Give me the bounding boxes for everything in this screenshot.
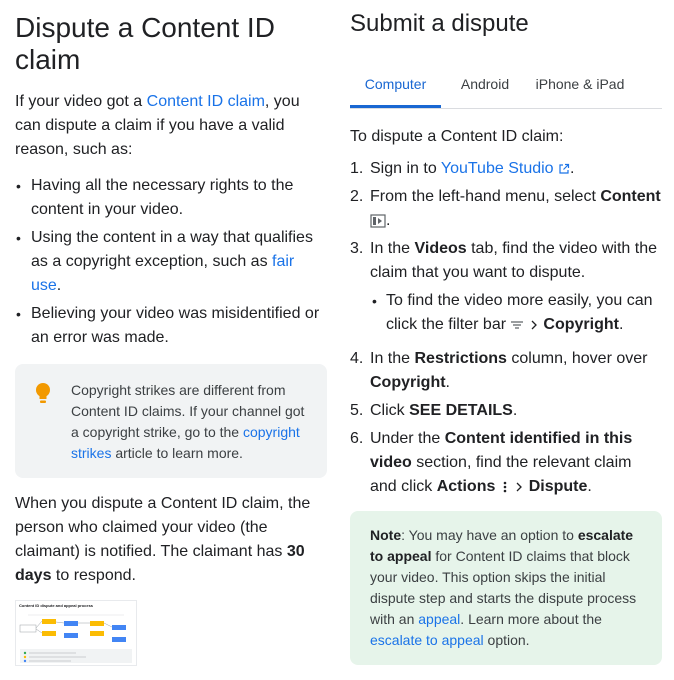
dispute-process-diagram[interactable]: [15, 600, 137, 666]
step-item: 2. From the left-hand menu, select Content .: [350, 188, 661, 229]
content-id-claim-link[interactable]: Content ID claim: [146, 93, 265, 110]
step-item: 5. Click SEE DETAILS.: [350, 402, 518, 419]
appeal-link[interactable]: appeal: [418, 611, 461, 627]
list-item: • To find the video more easily, you can click the filter bar Copyright.: [370, 289, 662, 337]
external-link-icon: [558, 163, 570, 175]
step-item: 6. Under the Content identified in this video section, find the relevant claim and click Actions Dispute.: [350, 430, 633, 495]
list-item: • Having all the necessary rights to the content in your video.: [15, 174, 327, 222]
content-icon: [370, 214, 386, 228]
step-item: 1. Sign in to YouTube Studio .: [350, 160, 575, 177]
escalate-note: Note: You may have an option to escalate to appeal for Content ID claims that block your video. This option skips the initial dispute step and starts the dispute process with an appeal. Learn more about the escalate to appeal option.: [350, 511, 662, 665]
step-3-sublist: [370, 289, 662, 337]
more-vert-icon: [500, 480, 510, 494]
tab-computer[interactable]: Computer: [350, 64, 441, 108]
steps-lead: To dispute a Content ID claim:: [350, 128, 564, 145]
dispute-steps: [350, 157, 662, 499]
step-item: 3. In the Videos tab, find the video with the claim that you want to dispute. • To find the video more easily, you can click the filter bar Copyright.: [350, 237, 662, 337]
list-item: • Using the content in a way that qualifies as a copyright exception, such as fair use.: [15, 226, 327, 298]
chevron-right-icon: [529, 319, 539, 331]
page-title: Dispute a Content ID claim: [15, 12, 275, 75]
diagram-flowchart-graphic: [16, 601, 136, 665]
reasons-list: [15, 174, 327, 350]
diagram-title: Content ID dispute and appeal process: [19, 603, 94, 608]
section-title: Submit a dispute: [350, 10, 529, 37]
escalate-to-appeal-link[interactable]: escalate to appeal: [370, 632, 484, 648]
lightbulb-icon: [35, 383, 51, 405]
outro-paragraph: When you dispute a Content ID claim, the person who claimed your video (the claimant) is notified. The claimant has 30 days to respond.: [15, 495, 311, 584]
fair-use-link[interactable]: fair use: [31, 253, 295, 294]
youtube-studio-link[interactable]: YouTube Studio: [440, 160, 554, 177]
intro-paragraph: If your video got a Content ID claim, you can dispute a claim if you have a valid reason, such as:: [15, 93, 300, 158]
tab-android[interactable]: Android: [460, 76, 510, 92]
chevron-right-icon: [514, 481, 524, 493]
left-column: [15, 12, 327, 666]
platform-tabs: [350, 64, 662, 109]
filter-icon: [510, 319, 524, 331]
copyright-strike-callout: Copyright strikes are different from Content ID claims. If your channel got a copyright strike, go to the copyright strikes article to learn more.: [15, 364, 327, 478]
right-column: [350, 10, 662, 665]
copyright-strikes-link[interactable]: copyright strikes: [71, 424, 300, 461]
step-item: 4. In the Restrictions column, hover over Copyright.: [350, 350, 648, 391]
list-item: • Believing your video was misidentified or an error was made.: [15, 302, 327, 350]
tab-iphone-ipad[interactable]: iPhone & iPad: [535, 76, 625, 92]
